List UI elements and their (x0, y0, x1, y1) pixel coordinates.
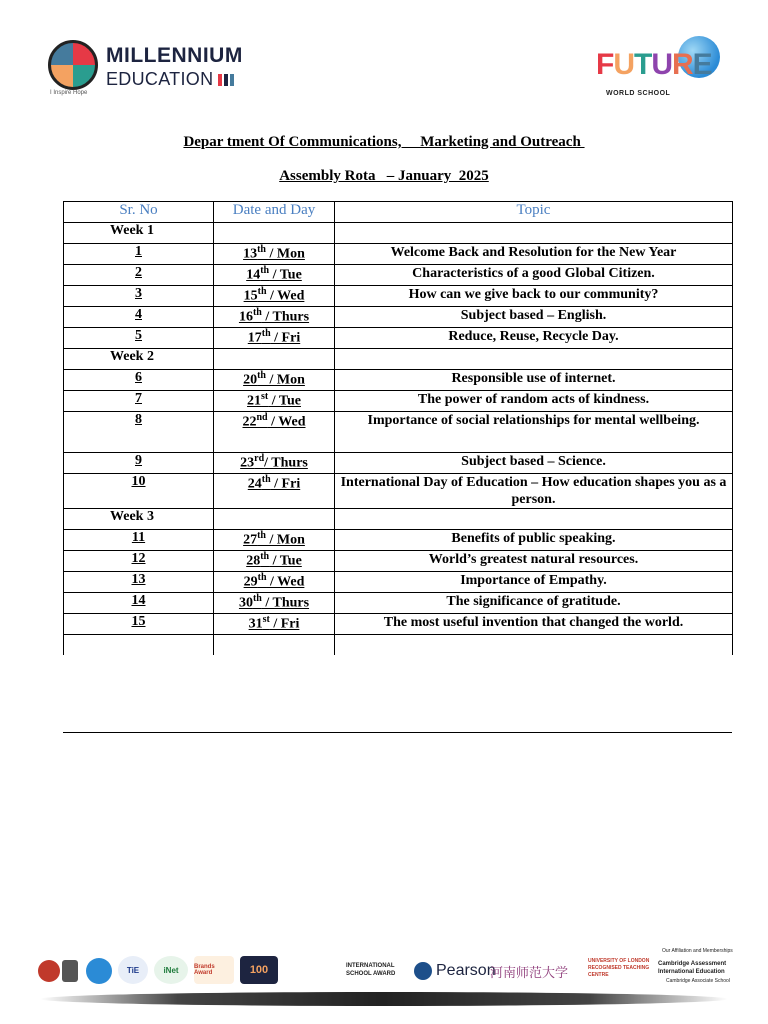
date-suffix: st (261, 391, 269, 402)
date-number: 31 (248, 616, 263, 632)
table-row (64, 453, 733, 474)
empty-cell (335, 223, 733, 244)
university-of-london-logo: UNIVERSITY OF LONDON RECOGNISED TEACHING CENTRE (588, 958, 650, 978)
table-row (64, 474, 733, 509)
globe-icon (48, 40, 98, 90)
sr-no-cell: 4 (64, 307, 214, 328)
header-date-day: Date and Day (214, 202, 335, 223)
table-row (64, 614, 733, 635)
date-day-cell (214, 530, 335, 551)
future-world-school-logo (596, 36, 722, 100)
date-day-cell (214, 286, 335, 307)
date-number: 16 (238, 309, 253, 325)
sr-no-cell: 5 (64, 328, 214, 349)
topic-cell: How can we give back to our community? (335, 286, 733, 307)
sr-no-cell: 3 (64, 286, 214, 307)
table-row (64, 391, 733, 412)
globe-badge-icon (86, 958, 112, 984)
logo-tagline: I Inspire Hope (50, 90, 88, 96)
week-label: Week 1 (64, 223, 214, 244)
header-topic: Topic (335, 202, 733, 223)
logo-sub: EDUCATION (106, 69, 214, 89)
topic-cell: Reduce, Reuse, Recycle Day. (335, 328, 733, 349)
topic-cell: Importance of Empathy. (335, 572, 733, 593)
empty-cell (214, 223, 335, 244)
pearson-logo: Pearson (436, 962, 496, 979)
sr-no-cell: 11 (64, 530, 214, 551)
empty-cell (214, 509, 335, 530)
rota-title: Assembly Rota – January 2025 (279, 168, 489, 184)
topic-cell: Importance of social relationships for mental wellbeing. (335, 412, 733, 453)
empty-cell (335, 509, 733, 530)
weekday: / Tue (269, 267, 302, 283)
sr-no-cell: 7 (64, 391, 214, 412)
date-number: 24 (247, 476, 262, 492)
date-day-cell (214, 412, 335, 453)
weekday: / Fri (269, 616, 300, 632)
week-row (64, 223, 733, 244)
sr-no-cell: 9 (64, 453, 214, 474)
week-row (64, 349, 733, 370)
date-day-cell (214, 328, 335, 349)
date-suffix: st (262, 614, 270, 625)
henan-university-logo: 河南师范大学 (490, 965, 569, 980)
topic-cell: Responsible use of internet. (335, 370, 733, 391)
topic-cell: The most useful invention that changed the world. (335, 614, 733, 635)
weekday: / Fri (270, 330, 301, 346)
topic-cell: Benefits of public speaking. (335, 530, 733, 551)
weekday: / Thurs (261, 595, 310, 611)
topic-cell: Subject based – English. (335, 307, 733, 328)
weekday: / Wed (266, 288, 305, 304)
date-day-cell (214, 265, 335, 286)
logo-wordmark: FUTURE (596, 48, 712, 81)
footer-affiliations (0, 948, 768, 998)
inet-badge: iNet (154, 956, 188, 984)
weekday: / Mon (266, 372, 305, 388)
sr-no-cell: 8 (64, 412, 214, 453)
table-row (64, 412, 733, 453)
date-number: 30 (238, 595, 253, 611)
affiliations-caption: Our Affiliation and Memberships (662, 948, 733, 954)
empty-cell (214, 349, 335, 370)
date-number: 22 (242, 414, 257, 430)
weekday: / Wed (267, 414, 306, 430)
date-day-cell (214, 391, 335, 412)
week-label: Week 2 (64, 349, 214, 370)
date-suffix: th (257, 572, 267, 583)
flag-bars-icon (218, 74, 234, 86)
weekday: / Thurs (261, 309, 310, 325)
table-body (64, 223, 733, 656)
weekday: / Fri (270, 476, 301, 492)
top-100-badge: 100 (240, 956, 278, 984)
table-row (64, 265, 733, 286)
date-number: 27 (243, 532, 258, 548)
weekday: / Mon (266, 246, 305, 262)
logo-name: MILLENNIUM (106, 44, 243, 67)
date-day-cell (214, 614, 335, 635)
sr-no-cell: 10 (64, 474, 214, 509)
topic-cell: The significance of gratitude. (335, 593, 733, 614)
date-number: 21 (247, 393, 262, 409)
topic-cell: Characteristics of a good Global Citizen. (335, 265, 733, 286)
date-number: 28 (246, 553, 261, 569)
empty-cell (64, 635, 214, 656)
date-suffix: th (260, 265, 270, 276)
date-day-cell (214, 453, 335, 474)
tie-badge: TiE (118, 956, 148, 984)
sr-no-cell: 6 (64, 370, 214, 391)
table-row (64, 328, 733, 349)
weekday: / Wed (266, 574, 305, 590)
table-row (64, 370, 733, 391)
footer-swoosh (40, 992, 728, 1006)
assembly-rota-table (63, 201, 733, 655)
pearson-icon (414, 962, 432, 980)
date-number: 17 (247, 330, 262, 346)
empty-cell (335, 349, 733, 370)
weekday: / Tue (268, 393, 301, 409)
weekday: / Tue (269, 553, 302, 569)
table-row (64, 572, 733, 593)
millennium-education-logo (48, 38, 258, 98)
shield-badge-icon (62, 960, 78, 982)
empty-cell (214, 635, 335, 656)
week-row (64, 509, 733, 530)
table-row (64, 530, 733, 551)
date-day-cell (214, 370, 335, 391)
table-row (64, 551, 733, 572)
table-row (64, 307, 733, 328)
department-title: Depar tment Of Communications, Marketing and Outreach (183, 134, 585, 150)
date-suffix: nd (256, 412, 268, 423)
date-suffix: th (260, 551, 270, 562)
empty-row (64, 635, 733, 656)
date-suffix: th (252, 307, 262, 318)
date-suffix: th (261, 328, 271, 339)
date-day-cell (214, 307, 335, 328)
sr-no-cell: 2 (64, 265, 214, 286)
table-row (64, 593, 733, 614)
empty-cell (335, 635, 733, 656)
date-number: 29 (243, 574, 258, 590)
date-day-cell (214, 593, 335, 614)
date-number: 20 (243, 372, 258, 388)
topic-cell: Subject based – Science. (335, 453, 733, 474)
weekday: / Mon (266, 532, 305, 548)
sr-no-cell: 14 (64, 593, 214, 614)
date-day-cell (214, 572, 335, 593)
sr-no-cell: 15 (64, 614, 214, 635)
date-day-cell (214, 244, 335, 265)
isa-logo: INTERNATIONAL SCHOOL AWARD (346, 963, 396, 977)
brands-award-badge: Brands Award (194, 956, 234, 984)
table-row (64, 244, 733, 265)
topic-cell: World’s greatest natural resources. (335, 551, 733, 572)
date-suffix: th (257, 370, 266, 381)
date-day-cell (214, 551, 335, 572)
date-suffix: th (257, 244, 266, 255)
topic-cell: Welcome Back and Resolution for the New Year (335, 244, 733, 265)
topic-cell: The power of random acts of kindness. (335, 391, 733, 412)
cambridge-logo: Cambridge Assessment International Education (658, 961, 727, 975)
table-row (64, 286, 733, 307)
header-sr-no: Sr. No (64, 202, 214, 223)
date-number: 15 (243, 288, 258, 304)
cambridge-associate-caption: Cambridge Associate School (666, 978, 730, 984)
sr-no-cell: 1 (64, 244, 214, 265)
date-suffix: th (252, 593, 262, 604)
date-number: 13 (243, 246, 258, 262)
date-suffix: th (261, 474, 271, 485)
date-day-cell (214, 474, 335, 509)
topic-cell: International Day of Education – How education shapes you as a person. (335, 474, 733, 509)
weekday: / Thurs (264, 455, 308, 471)
date-number: 23 (240, 455, 255, 471)
logo-sub: WORLD SCHOOL (606, 90, 671, 97)
sr-no-cell: 13 (64, 572, 214, 593)
award-badge-icon (38, 960, 60, 982)
date-suffix: th (257, 286, 267, 297)
divider-line (63, 732, 732, 733)
date-number: 14 (246, 267, 261, 283)
date-suffix: th (257, 530, 266, 541)
table-header-row (64, 202, 733, 223)
week-label: Week 3 (64, 509, 214, 530)
sr-no-cell: 12 (64, 551, 214, 572)
date-suffix: rd (254, 453, 265, 464)
